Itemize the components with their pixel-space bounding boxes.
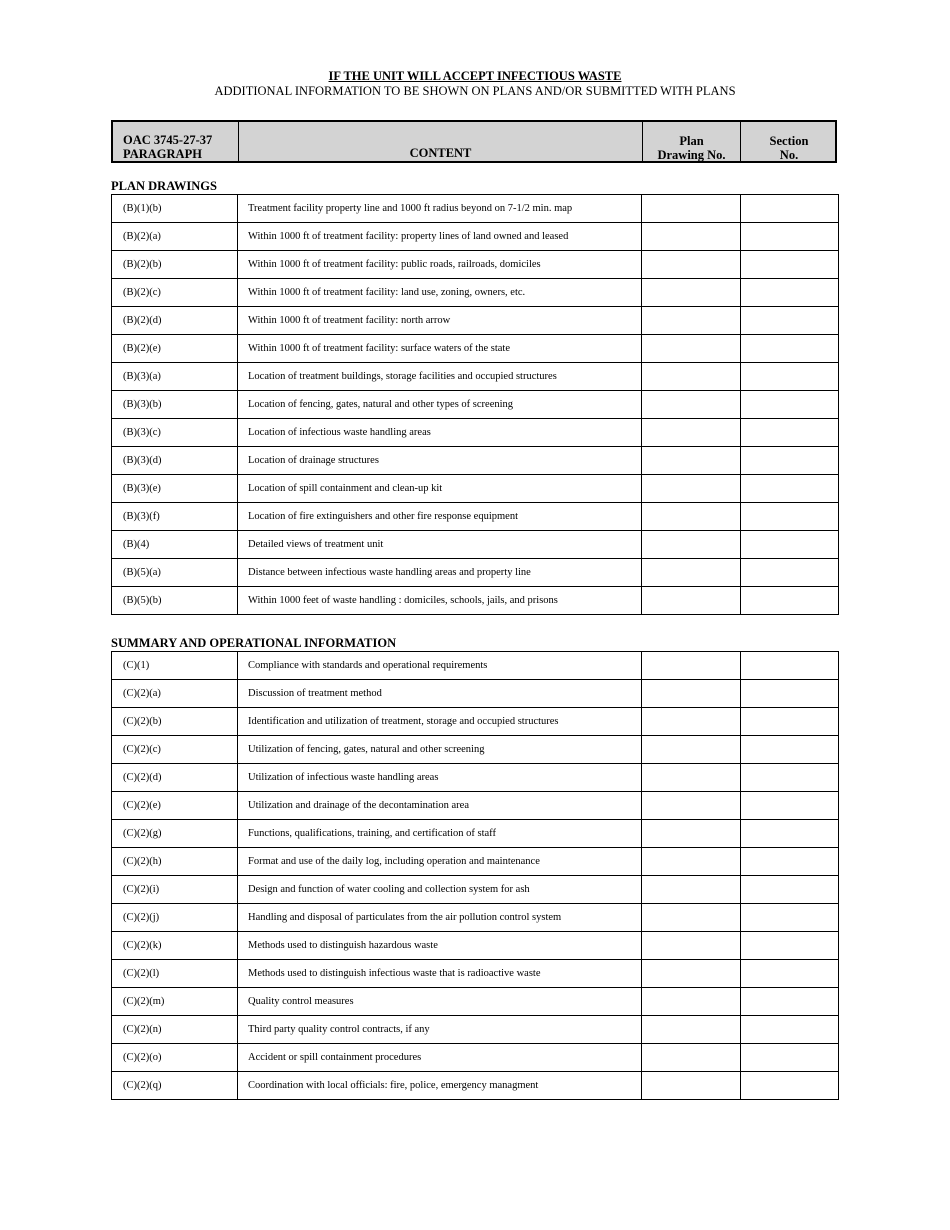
- content-cell: Utilization of fencing, gates, natural and other screening: [238, 736, 642, 764]
- plan-drawing-no-field[interactable]: [642, 680, 741, 708]
- paragraph-cell: (B)(4): [112, 531, 238, 559]
- table-row: [112, 876, 839, 904]
- content-cell: Quality control measures: [238, 988, 642, 1016]
- content-cell: Third party quality control contracts, if any: [238, 1016, 642, 1044]
- section-no-field[interactable]: [741, 708, 839, 736]
- content-cell: Methods used to distinguish hazardous waste: [238, 932, 642, 960]
- section-no-field[interactable]: [741, 848, 839, 876]
- content-cell: Within 1000 ft of treatment facility: public roads, railroads, domiciles: [238, 251, 642, 279]
- paragraph-column-header: [113, 122, 239, 161]
- content-header-label: CONTENT: [409, 146, 472, 160]
- plan-drawing-no-field[interactable]: [642, 559, 741, 587]
- plan-drawing-no-field[interactable]: [642, 652, 741, 680]
- table-row: [112, 363, 839, 391]
- paragraph-cell: (B)(2)(a): [112, 223, 238, 251]
- section-no-field[interactable]: [741, 587, 839, 615]
- content-cell: Within 1000 ft of treatment facility: surface waters of the state: [238, 335, 642, 363]
- plan-drawing-no-field[interactable]: [642, 279, 741, 307]
- plan-drawing-no-field[interactable]: [642, 475, 741, 503]
- table-row: [112, 559, 839, 587]
- table-row: [112, 419, 839, 447]
- content-cell: Format and use of the daily log, including operation and maintenance: [238, 848, 642, 876]
- section-no-field[interactable]: [741, 876, 839, 904]
- section-no-field[interactable]: [741, 391, 839, 419]
- content-cell: Accident or spill containment procedures: [238, 1044, 642, 1072]
- paragraph-cell: (C)(2)(h): [112, 848, 238, 876]
- paragraph-header-line2: PARAGRAPH: [123, 147, 202, 161]
- table-row: [112, 251, 839, 279]
- plan-drawing-no-field[interactable]: [642, 195, 741, 223]
- table-row: [112, 652, 839, 680]
- paragraph-cell: (C)(2)(k): [112, 932, 238, 960]
- document-subtitle: ADDITIONAL INFORMATION TO BE SHOWN ON PLANS AND/OR SUBMITTED WITH PLANS: [214, 84, 736, 98]
- plan-header-line2: Drawing No.: [657, 148, 726, 162]
- plan-drawing-no-field[interactable]: [642, 531, 741, 559]
- plan-drawing-no-field[interactable]: [642, 792, 741, 820]
- content-cell: Location of infectious waste handling areas: [238, 419, 642, 447]
- content-cell: Utilization and drainage of the decontamination area: [238, 792, 642, 820]
- section-no-field[interactable]: [741, 960, 839, 988]
- paragraph-cell: (C)(2)(n): [112, 1016, 238, 1044]
- section-no-field[interactable]: [741, 503, 839, 531]
- table-row: [112, 391, 839, 419]
- section-no-field[interactable]: [741, 223, 839, 251]
- content-cell: Location of fire extinguishers and other fire response equipment: [238, 503, 642, 531]
- plan-drawings-table: [111, 194, 839, 615]
- table-row: [112, 736, 839, 764]
- content-cell: Location of spill containment and clean-up kit: [238, 475, 642, 503]
- plan-drawing-no-field[interactable]: [642, 363, 741, 391]
- content-cell: Discussion of treatment method: [238, 680, 642, 708]
- plan-drawing-no-field[interactable]: [642, 419, 741, 447]
- section-no-field[interactable]: [741, 363, 839, 391]
- column-header-row: [111, 120, 837, 163]
- table-row: [112, 223, 839, 251]
- section-no-field[interactable]: [741, 792, 839, 820]
- plan-drawing-no-field[interactable]: [642, 820, 741, 848]
- section-no-field[interactable]: [741, 764, 839, 792]
- content-cell: Handling and disposal of particulates from the air pollution control system: [238, 904, 642, 932]
- table-row: [112, 503, 839, 531]
- table-row: [112, 680, 839, 708]
- content-cell: Within 1000 feet of waste handling : domiciles, schools, jails, and prisons: [238, 587, 642, 615]
- plan-drawing-no-field[interactable]: [642, 335, 741, 363]
- plan-drawing-no-field[interactable]: [642, 1044, 741, 1072]
- content-column-header: [239, 122, 643, 161]
- section-no-field[interactable]: [741, 195, 839, 223]
- section-header-line1: Section: [769, 134, 809, 148]
- section-no-field[interactable]: [741, 820, 839, 848]
- paragraph-cell: (C)(2)(d): [112, 764, 238, 792]
- section-no-field[interactable]: [741, 307, 839, 335]
- plan-drawing-no-field[interactable]: [642, 447, 741, 475]
- content-cell: Detailed views of treatment unit: [238, 531, 642, 559]
- table-row: [112, 1044, 839, 1072]
- paragraph-cell: (C)(2)(i): [112, 876, 238, 904]
- section-no-field[interactable]: [741, 1016, 839, 1044]
- content-cell: Utilization of infectious waste handling areas: [238, 764, 642, 792]
- plan-header-line1: Plan: [679, 134, 704, 148]
- plan-drawings-heading: PLAN DRAWINGS: [111, 179, 217, 193]
- paragraph-cell: (C)(2)(g): [112, 820, 238, 848]
- paragraph-cell: (B)(2)(c): [112, 279, 238, 307]
- table-row: [112, 1072, 839, 1100]
- table-row: [112, 764, 839, 792]
- section-no-field[interactable]: [741, 1072, 839, 1100]
- table-row: [112, 988, 839, 1016]
- document-title: IF THE UNIT WILL ACCEPT INFECTIOUS WASTE: [328, 69, 622, 83]
- content-cell: Identification and utilization of treatment, storage and occupied structures: [238, 708, 642, 736]
- plan-drawing-no-field[interactable]: [642, 223, 741, 251]
- section-no-field[interactable]: [741, 335, 839, 363]
- paragraph-cell: (C)(2)(j): [112, 904, 238, 932]
- table-row: [112, 307, 839, 335]
- content-cell: Compliance with standards and operational requirements: [238, 652, 642, 680]
- paragraph-cell: (C)(2)(c): [112, 736, 238, 764]
- content-cell: Design and function of water cooling and collection system for ash: [238, 876, 642, 904]
- paragraph-cell: (C)(1): [112, 652, 238, 680]
- table-row: [112, 848, 839, 876]
- section-no-field[interactable]: [741, 447, 839, 475]
- paragraph-cell: (C)(2)(q): [112, 1072, 238, 1100]
- content-cell: Methods used to distinguish infectious waste that is radioactive waste: [238, 960, 642, 988]
- plan-drawing-no-field[interactable]: [642, 904, 741, 932]
- content-cell: Treatment facility property line and 1000 ft radius beyond on 7-1/2 min. map: [238, 195, 642, 223]
- section-no-field[interactable]: [741, 680, 839, 708]
- plan-drawing-no-field[interactable]: [642, 932, 741, 960]
- section-no-field[interactable]: [741, 559, 839, 587]
- paragraph-cell: (B)(2)(b): [112, 251, 238, 279]
- content-cell: Distance between infectious waste handling areas and property line: [238, 559, 642, 587]
- paragraph-cell: (B)(5)(a): [112, 559, 238, 587]
- table-row: [112, 475, 839, 503]
- summary-heading: SUMMARY AND OPERATIONAL INFORMATION: [111, 636, 397, 650]
- table-row: [112, 960, 839, 988]
- paragraph-header-line1: OAC 3745-27-37: [123, 133, 213, 147]
- section-no-field[interactable]: [741, 475, 839, 503]
- paragraph-cell: (C)(2)(b): [112, 708, 238, 736]
- paragraph-cell: (B)(3)(d): [112, 447, 238, 475]
- plan-drawing-no-field[interactable]: [642, 1016, 741, 1044]
- table-row: [112, 792, 839, 820]
- table-row: [112, 1016, 839, 1044]
- content-cell: Within 1000 ft of treatment facility: land use, zoning, owners, etc.: [238, 279, 642, 307]
- table-row: [112, 195, 839, 223]
- plan-drawing-no-field[interactable]: [642, 848, 741, 876]
- paragraph-cell: (B)(2)(d): [112, 307, 238, 335]
- paragraph-cell: (B)(3)(e): [112, 475, 238, 503]
- plan-drawing-no-field[interactable]: [642, 988, 741, 1016]
- table-row: [112, 335, 839, 363]
- table-row: [112, 587, 839, 615]
- section-no-field[interactable]: [741, 279, 839, 307]
- content-cell: Location of treatment buildings, storage facilities and occupied structures: [238, 363, 642, 391]
- table-row: [112, 447, 839, 475]
- paragraph-cell: (C)(2)(m): [112, 988, 238, 1016]
- section-no-field[interactable]: [741, 988, 839, 1016]
- plan-drawing-no-field[interactable]: [642, 391, 741, 419]
- table-row: [112, 708, 839, 736]
- paragraph-cell: (C)(2)(o): [112, 1044, 238, 1072]
- section-no-field[interactable]: [741, 904, 839, 932]
- plan-drawing-no-field[interactable]: [642, 251, 741, 279]
- plan-drawing-no-field[interactable]: [642, 764, 741, 792]
- plan-drawing-no-field[interactable]: [642, 876, 741, 904]
- paragraph-cell: (B)(3)(c): [112, 419, 238, 447]
- table-row: [112, 279, 839, 307]
- section-no-field[interactable]: [741, 531, 839, 559]
- plan-drawing-no-field[interactable]: [642, 960, 741, 988]
- paragraph-cell: (B)(2)(e): [112, 335, 238, 363]
- section-no-field[interactable]: [741, 251, 839, 279]
- paragraph-cell: (B)(3)(a): [112, 363, 238, 391]
- plan-drawing-no-field[interactable]: [642, 708, 741, 736]
- content-cell: Location of drainage structures: [238, 447, 642, 475]
- content-cell: Within 1000 ft of treatment facility: property lines of land owned and leased: [238, 223, 642, 251]
- section-no-field[interactable]: [741, 419, 839, 447]
- paragraph-cell: (B)(1)(b): [112, 195, 238, 223]
- summary-table: [111, 651, 839, 1100]
- section-column-header: [741, 122, 837, 161]
- paragraph-cell: (C)(2)(l): [112, 960, 238, 988]
- plan-drawing-no-field[interactable]: [642, 1072, 741, 1100]
- plan-drawing-column-header: [643, 122, 741, 161]
- table-row: [112, 531, 839, 559]
- section-header-line2: No.: [779, 148, 799, 162]
- table-row: [112, 932, 839, 960]
- plan-drawing-no-field[interactable]: [642, 503, 741, 531]
- content-cell: Coordination with local officials: fire, police, emergency managment: [238, 1072, 642, 1100]
- table-row: [112, 904, 839, 932]
- paragraph-cell: (C)(2)(e): [112, 792, 238, 820]
- paragraph-cell: (B)(3)(f): [112, 503, 238, 531]
- content-cell: Functions, qualifications, training, and certification of staff: [238, 820, 642, 848]
- content-cell: Location of fencing, gates, natural and other types of screening: [238, 391, 642, 419]
- section-no-field[interactable]: [741, 652, 839, 680]
- section-no-field[interactable]: [741, 736, 839, 764]
- paragraph-cell: (C)(2)(a): [112, 680, 238, 708]
- section-no-field[interactable]: [741, 932, 839, 960]
- paragraph-cell: (B)(3)(b): [112, 391, 238, 419]
- table-row: [112, 820, 839, 848]
- paragraph-cell: (B)(5)(b): [112, 587, 238, 615]
- plan-drawing-no-field[interactable]: [642, 736, 741, 764]
- section-no-field[interactable]: [741, 1044, 839, 1072]
- content-cell: Within 1000 ft of treatment facility: north arrow: [238, 307, 642, 335]
- plan-drawing-no-field[interactable]: [642, 587, 741, 615]
- plan-drawing-no-field[interactable]: [642, 307, 741, 335]
